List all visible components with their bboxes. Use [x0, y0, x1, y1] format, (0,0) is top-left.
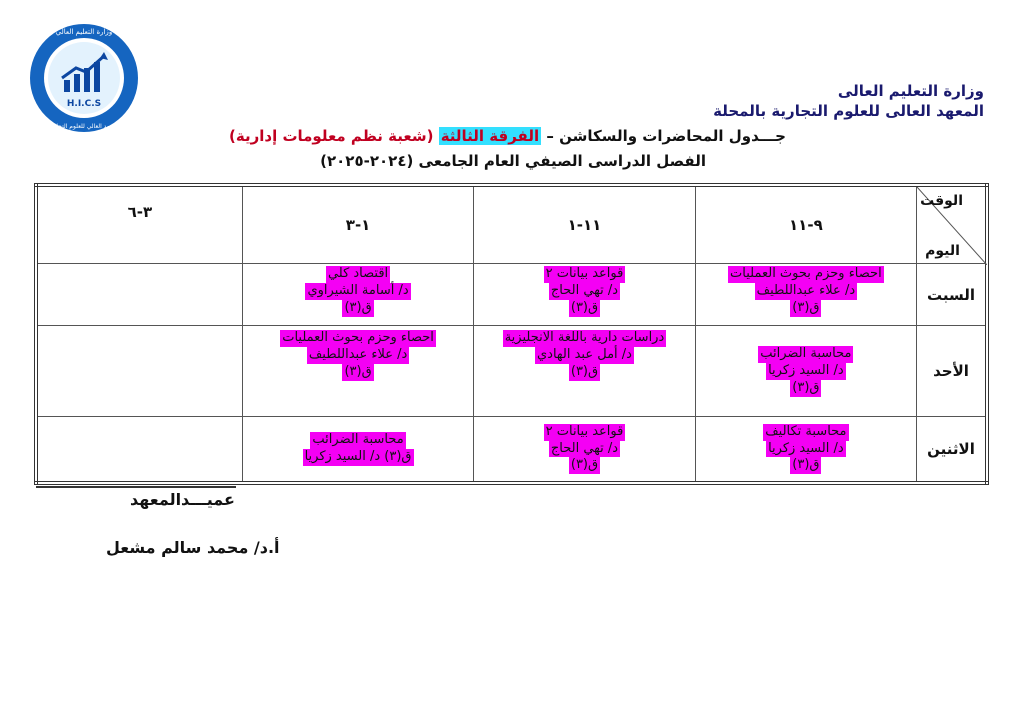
course-name: محاسبة تكاليف [765, 423, 847, 439]
table-row [36, 326, 987, 417]
slot-header: ١-٣ [242, 185, 473, 264]
instructor: د/ السيد زكريا [768, 440, 844, 456]
course-name: احصاء وحزم بحوث العمليات [730, 266, 882, 282]
table-row [36, 264, 987, 326]
room: ق(٣) [792, 299, 820, 315]
schedule-table [34, 183, 989, 485]
day-label: الاثنين [917, 417, 987, 483]
class-level: الفرقة الثالثة [440, 127, 540, 145]
room: ق(٣) [570, 457, 599, 473]
class-cell [474, 326, 695, 417]
term-title: الفصل الدراسى الصيفي العام الجامعى (٢٠٢٤-٢٠٢٥) [320, 152, 706, 170]
class-cell [695, 326, 916, 417]
dean-name: أ.د/ محمد سالم مشعل [106, 538, 280, 557]
course-name: دراسات دارية باللغة الانجليزية [504, 330, 665, 346]
corner-time-label: الوقت [920, 193, 963, 209]
instructor: د/ السيد زكريا [768, 362, 844, 378]
schedule-prefix: جـــدول المحاضرات والسكاشن – [541, 127, 786, 145]
header-row [36, 185, 987, 264]
class-cell [242, 264, 473, 326]
instructor: د/ أمل عبد الهادي [536, 347, 632, 363]
institute-title: المعهد العالى للعلوم التجارية بالمحلة [713, 102, 984, 120]
course-name: قواعد بيانات ٢ [545, 266, 624, 282]
instructor: د/ تهي الحاج [550, 440, 619, 456]
course-name: احصاء وحزم بحوث العمليات [282, 330, 434, 346]
day-label: الأحد [917, 326, 987, 417]
logo-ring-text: وزارة التعليم العالي [55, 28, 113, 36]
instructor: د/ علاء عبداللطيف [308, 347, 408, 363]
class-cell-empty [36, 326, 242, 417]
corner-cell [917, 185, 987, 264]
class-cell [242, 417, 473, 483]
institute-logo [28, 22, 140, 134]
instructor: د/ علاء عبداللطيف [756, 282, 856, 298]
room: ق(٣) [792, 457, 820, 473]
slot-header: ٩-١١ [695, 185, 916, 264]
signature-divider [36, 486, 236, 488]
room: ق(٣) [344, 364, 372, 380]
class-cell [474, 417, 695, 483]
instructor: د/ أسامة الشيراوي [307, 282, 409, 298]
instructor-room: ق(٣) د/ السيد زكريا [304, 449, 412, 464]
room: ق(٣) [570, 299, 599, 315]
course-name: قواعد بيانات ٢ [545, 423, 624, 439]
room: ق(٣) [344, 299, 372, 315]
department: (شعبة نظم معلومات إدارية) [229, 127, 439, 145]
schedule-title [229, 127, 786, 145]
room: ق(٣) [570, 364, 599, 380]
slot-header: ١١-١ [474, 185, 695, 264]
class-cell-empty [36, 417, 242, 483]
logo-ring-text-bottom: المعهد العالي للعلوم التجارية [48, 123, 120, 130]
ministry-title: وزارة التعليم العالى [837, 82, 984, 100]
corner-day-label: اليوم [925, 243, 960, 260]
table-row [36, 417, 987, 483]
slot-header: ٣-٦ [36, 185, 242, 264]
course-name: محاسبة الضرائب [312, 432, 404, 448]
class-cell [695, 417, 916, 483]
day-label: السبت [917, 264, 987, 326]
logo-abbr: H.I.C.S [66, 99, 102, 109]
instructor: د/ تهي الحاج [550, 282, 619, 298]
class-cell [474, 264, 695, 326]
room: ق(٣) [792, 379, 820, 395]
course-name: اقتصاد كلي [327, 266, 389, 282]
course-name: محاسبة الضرائب [760, 345, 852, 361]
dean-title: عميـــدالمعهد [130, 490, 235, 509]
class-cell-empty [36, 264, 242, 326]
class-cell [695, 264, 916, 326]
class-cell [242, 326, 473, 417]
